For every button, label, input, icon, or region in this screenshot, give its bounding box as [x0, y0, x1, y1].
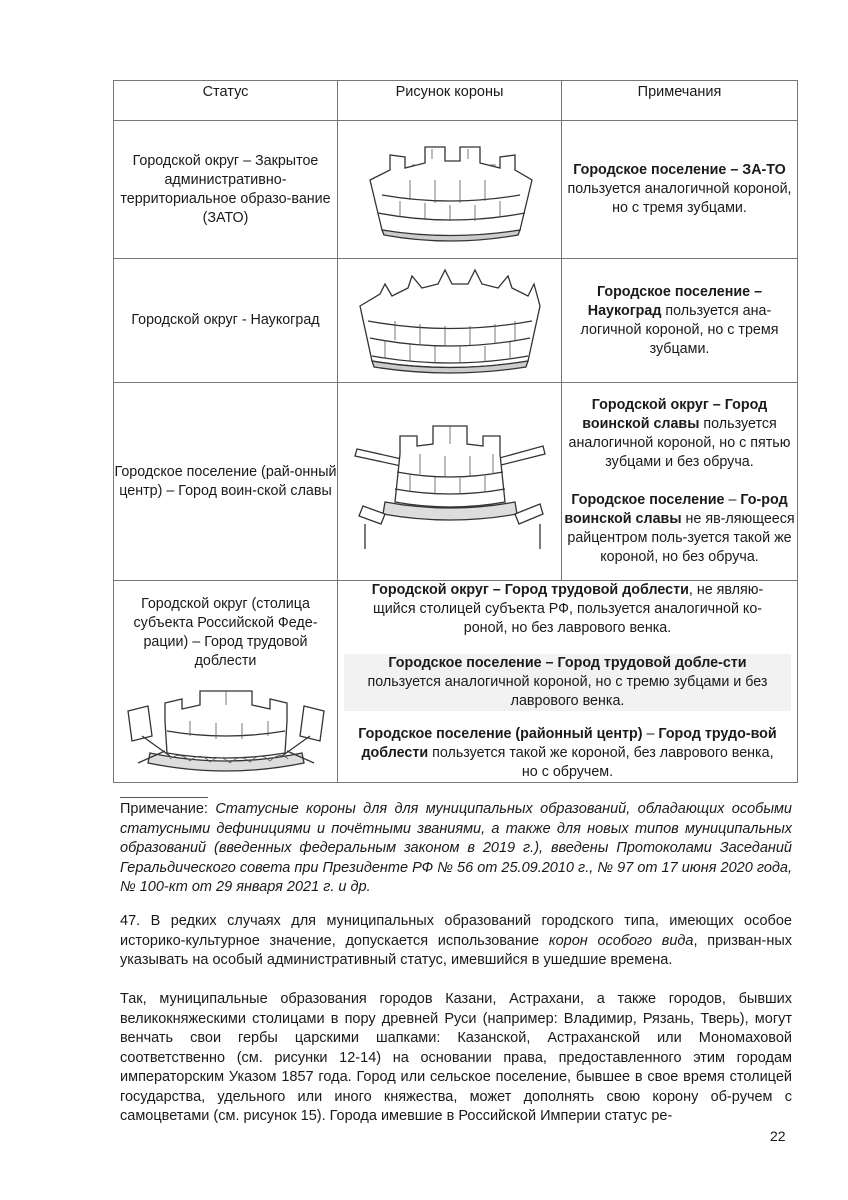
- note-bold: Городское поселение: [571, 492, 725, 508]
- note-cell: [562, 121, 798, 259]
- table-row: [114, 383, 798, 581]
- paragraph-capitals: Так, муниципальные образования городов Казани, Астрахани, а также городов, бывших великокняжескими столицами в пору древней Руси (например: Владимир, Рязань, Тверь), могут венчать свои гербы царскими шапками: Казанской, Астраханской или Мономаховой соответственно (см. рисунки 12-14) на основании права, предоставленного этим городам императорским Указом 1857 года. Город или сельское поселение, бывшее в свое время столицей государства, удельного или иного княжества, может дополнять свою корону об-ручем с самоцветами (см. рисунок 15). Города имевшие в Российской Империи статус ре-: [120, 991, 792, 1124]
- header-status: Статус: [114, 81, 338, 121]
- crown-cell: [338, 259, 562, 383]
- crown-naukograd-icon: [350, 266, 550, 376]
- note-text: пользуется аналогичной короной, но с тремю зубцами и без лаврового венка.: [367, 674, 768, 709]
- paragraph-italic: корон особого вида: [548, 932, 694, 949]
- paragraph-text: 47. В редких случаях для муниципальных образований городского типа, имеющих особое историко-культурное значение, допускается использование: [120, 913, 792, 949]
- page-number: 22: [770, 1128, 786, 1144]
- note-bold: Городское поселение – Город трудовой добле-сти: [388, 655, 747, 671]
- crown-status-table: [113, 80, 798, 783]
- status-cell: Городской округ - Наукоград: [114, 259, 338, 383]
- note-paragraph: [338, 581, 797, 638]
- table-row: [114, 121, 798, 259]
- note-bold: Городское поселение – Наукоград: [587, 283, 763, 319]
- note-text: пользуется ана-логичной короной, но с тремя зубцами.: [580, 302, 779, 357]
- table-row: [114, 581, 798, 783]
- note-bold: Городское поселение – ЗА-ТО: [573, 162, 786, 178]
- note-paragraph: [562, 491, 797, 567]
- note-dash: –: [724, 492, 741, 508]
- status-cell: Городское поселение (рай-онный центр) – Город воин-ской славы: [114, 383, 338, 581]
- paragraph-47: [120, 912, 792, 971]
- footnote: [120, 800, 792, 898]
- note-cell: [562, 259, 798, 383]
- note-text: пользуется аналогичной короной, но с пятью зубцами и без обруча.: [568, 416, 791, 470]
- crown-cell: [338, 383, 562, 581]
- header-crown-image: Рисунок короны: [338, 81, 562, 121]
- table-row: [114, 259, 798, 383]
- crown-cell: [338, 121, 562, 259]
- note-paragraph: [338, 725, 797, 782]
- footnote-text: Статусные короны для для муниципальных образований, обладающих особыми статусными дефинициями и почётными званиями, а также для новых типов муниципальных образований (введенных федеральным законом в 2019 г.), введены Протоколами Заседаний Геральдического совета при Президенте РФ № 56 от 25.09.2010 г., № 97 от 17 июня 2020 года, № 100-кт от 29 января 2021 г. и др.: [120, 801, 793, 895]
- footnote-label: Примечание:: [120, 801, 216, 817]
- note-paragraph: [344, 654, 791, 711]
- note-bold: Городской округ – Город трудовой доблести: [371, 582, 689, 598]
- note-dash: –: [642, 726, 659, 742]
- status-cell: [114, 581, 338, 783]
- note-cell: [338, 581, 798, 783]
- note-text: , не являю-щийся столицей субъекта РФ, пользуется аналогичной ко-роной, но без лаврового венка.: [372, 582, 764, 636]
- note-paragraph: [562, 396, 797, 472]
- note-text: не яв-ляющееся райцентром поль-зуется такой же короной, но без обруча.: [567, 511, 795, 565]
- crown-zato-icon: [350, 135, 550, 245]
- status-cell: Городской округ – Закрытое административно-территориальное образо-вание (ЗАТО): [114, 121, 338, 259]
- footnote-divider: [120, 797, 208, 798]
- note-bold: Городское поселение (районный центр): [358, 726, 643, 742]
- crown-military-glory-icon: [345, 414, 555, 549]
- note-bold: Го-род воинской славы: [564, 492, 788, 527]
- crown-labor-valor-icon: [120, 681, 332, 776]
- paragraph-text: , призван-ных указывать на особый административный статус, имевшийся в ушедшие времена.: [120, 932, 792, 968]
- note-text: пользуется аналогичной короной, но с тремя зубцами.: [567, 181, 792, 216]
- note-bold: Городской округ – Город воинской славы: [582, 397, 768, 432]
- note-bold: Город трудо-вой доблести: [361, 726, 777, 761]
- status-text: Городской округ (столица субъекта Российской Феде-рации) – Город трудовой доблести: [133, 596, 318, 669]
- note-text: пользуется такой же короной, без лаврового венка, но с обручем.: [428, 745, 774, 780]
- header-notes: Примечания: [562, 81, 798, 121]
- note-cell: [562, 383, 798, 581]
